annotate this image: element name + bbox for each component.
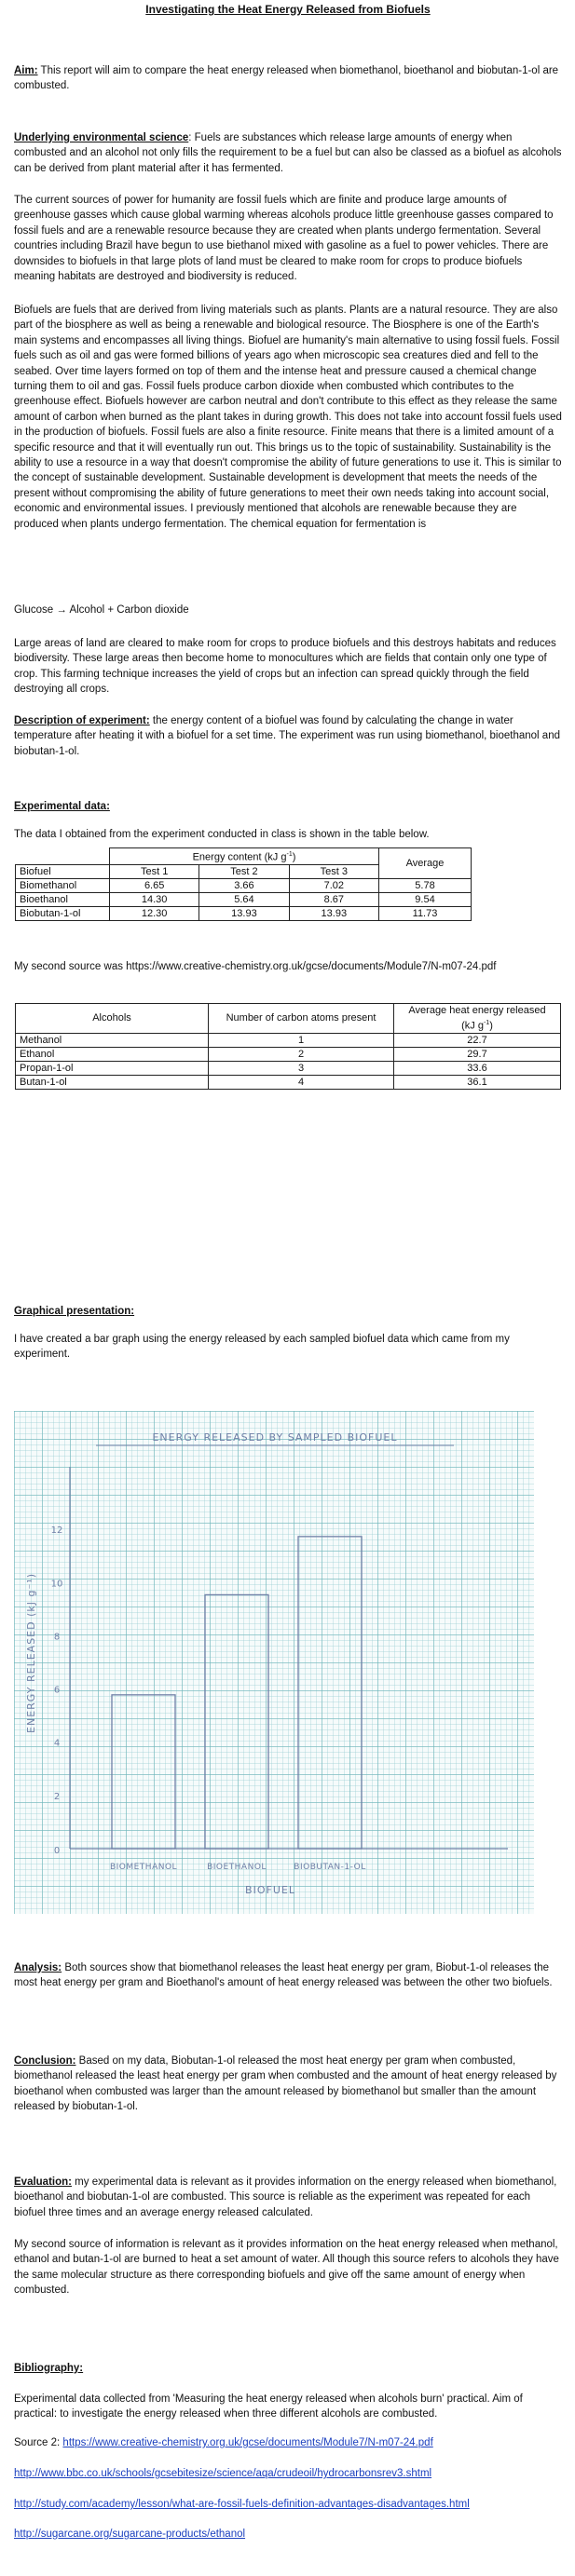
- x-tick-label: BIOETHANOL: [207, 1863, 267, 1872]
- analysis-text: Both sources show that biomethanol releases the least heat energy per gram, Biobut-1-ol releases the most heat energy per gram and Bioethanol's amount of heat energy released was between the other two biofuels.: [14, 1962, 553, 1989]
- bibliography-p1: Experimental data collected from 'Measuring the heat energy released when alcohols burn' practical. Aim of practical: to investigate the energy released when three different alcohols are combusted.: [14, 2393, 523, 2420]
- y-tick-label: 10: [50, 1579, 63, 1590]
- bar-graph: [14, 1411, 534, 1914]
- document-page: [14, 0, 562, 2540]
- background-p2: The current sources of power for humanity are fossil fuels which are finite and produce large amounts of greenhouse gasses which cause global warming whereas alcohols produce little greenhouse gasses compared to fossil fuels and are a renewable resource because they are created when plants undergo fermentation. Several countries including Brazil have begun to use biethanol mixed with gasoline as a fuel to power vehicles. There are downsides to biofuels in that large plots of land must be cleared to make room for crops to produce biofuels meaning habitats are destroyed and biodiversity is reduced.: [14, 195, 554, 283]
- bar: [205, 1594, 268, 1849]
- table-row: Biobutan-1-ol 12.30 13.93 13.93 11.73: [16, 906, 472, 920]
- table-row: Methanol 1 22.7: [16, 1033, 561, 1047]
- col-biofuel: Biofuel: [16, 864, 110, 878]
- aim-section: [14, 63, 562, 94]
- evaluation-section: [14, 2175, 562, 2220]
- background-section: [14, 130, 562, 176]
- conclusion-heading: Conclusion:: [14, 2055, 76, 2067]
- source2-line: My second source was https://www.creative-chemistry.org.uk/gcse/documents/Module7/N-m07-24.pdf: [14, 961, 497, 972]
- evaluation-heading: Evaluation:: [14, 2176, 72, 2188]
- x-axis-title: BIOFUEL: [245, 1884, 295, 1896]
- conclusion-text: Based on my data, Biobutan-1-ol released the most heat energy per gram when combusted, biomethanol released the least heat energy per gram when combusted and the amount of heat energy released by bioethanol when combusted was larger than the amount released by biomethanol but smaller than the amount released by biobutan-1-ol.: [14, 2055, 557, 2113]
- bibliography-link-2: [14, 2466, 562, 2481]
- table-alcohol-energy: [15, 1003, 563, 1090]
- bibliography-link-4: [14, 2527, 562, 2542]
- background-p3: Biofuels are fuels that are derived from living materials such as plants. Plants are a natural resource. They are also part of the biosphere as well as being a renewable and biological resource. The Biosphere is one of the Earth's main systems and encompasses all living things. Biofuel are humanity's main alternative to using fossil fuels. Fossil fuels such as oil and gas were formed billions of years ago when microscopic sea creatures died and fell to the seabed. Over time layers formed on top of them and the intense heat and pressure caused a chemical change turning them to oil and gas. Fossil fuels produce carbon dioxide when combusted which contributes to the greenhouse effect. Biofuels however are carbon neutral and don't contribute to this effect as they release the same amount of carbon when burned as the plant takes in during growth. This does not take into account fossil fuels used in the production of biofuels. Fossil fuels are also a finite resource. Finite means that there is a limited amount of a specific resource and that it will eventually run out. This brings us to the topic of sustainability. Sustainability is the ability to use a resource in a way that doesn't compromise the ability of future generations to use it. This is similar to the concept of sustainable development. Sustainable development is development that meets the needs of the present without compromising the ability of future generations to meet their own needs taking into account social, economic and environmental issues. I previously mentioned that alcohols are renewable because they are produced when plants undergo fermentation. The chemical equation for fermentation is: [14, 305, 562, 530]
- bib-link[interactable]: https://www.creative-chemistry.org.uk/gcse/documents/Module7/N-m07-24.pdf: [62, 2437, 433, 2448]
- conclusion-section: [14, 2054, 562, 2115]
- y-tick-label: 2: [53, 1791, 61, 1802]
- average-header: Average: [379, 848, 472, 879]
- bibliography-heading: Bibliography:: [14, 2363, 84, 2374]
- y-axis-title: ENERGY RELEASED (kJ g⁻¹): [25, 1573, 37, 1733]
- data-intro: The data I obtained from the experiment conducted in class is shown in the table below.: [14, 829, 430, 840]
- data-heading: Experimental data:: [14, 801, 110, 812]
- experiment-heading: Description of experiment:: [14, 715, 150, 726]
- aim-text: This report will aim to compare the heat energy released when biomethanol, bioethanol and biobutan-1-ol are combusted.: [14, 65, 559, 92]
- x-tick-label: BIOBUTAN-1-OL: [294, 1863, 366, 1872]
- table-row: Bioethanol 14.30 5.64 8.67 9.54: [16, 892, 472, 906]
- bar: [298, 1537, 362, 1849]
- evaluation-p2: My second source of information is relevant as it provides information on the heat energy released when methanol, ethanol and butan-1-ol are burned to heat a set amount of water. All though this source refers to alcohols they have the same molecular structure as there corresponding biofuels and give off the same amount of energy when combusted.: [14, 2239, 559, 2297]
- bib-link[interactable]: http://www.bbc.co.uk/schools/gcsebitesize/science/aqa/crudeoil/hydrocarbonsrev3.shtml: [14, 2468, 432, 2479]
- energy-content-header: Energy content (kJ $g^{-1}$): [110, 848, 379, 865]
- chart-title: ENERGY RELEASED BY SAMPLED BIOFUEL: [152, 1431, 398, 1444]
- background-heading: Underlying environmental science: [14, 132, 189, 143]
- experiment-text: the energy content of a biofuel was found by calculating the change in water temperature after heating it with a biofuel for a set time. The experiment was run using biomethanol, bioethanol and biobutan-1-ol.: [14, 715, 560, 757]
- x-tick-label: BIOMETHANOL: [109, 1863, 178, 1872]
- background-p4: Large areas of land are cleared to make room for crops to produce biofuels and this destroys habitats and reduces biodiversity. These large areas then become home to monocultures which are fields that contain only one type of crop. This farming technique increases the yield of crops but an infection can spread quickly through the field destroying all crops.: [14, 638, 556, 696]
- y-tick-label: 8: [53, 1632, 61, 1643]
- fermentation-equation: Glucose → Alcohol + Carbon dioxide: [14, 604, 189, 616]
- graph-heading: Graphical presentation:: [14, 1306, 135, 1317]
- analysis-section: [14, 1960, 562, 1991]
- bib-link[interactable]: http://sugarcane.org/sugarcane-products/ethanol: [14, 2529, 246, 2540]
- y-tick-label: 4: [53, 1738, 61, 1749]
- bibliography-link-3: [14, 2497, 562, 2512]
- bar: [112, 1695, 175, 1849]
- table-row: Propan-1-ol 3 33.6: [16, 1061, 561, 1075]
- col-carbon-atoms: Number of carbon atoms present: [209, 1004, 394, 1034]
- col-avg-heat: Average heat energy released (kJ $g^{-1}$): [394, 1004, 561, 1034]
- bibliography-source2: Source 2: https://www.creative-chemistry.org.uk/gcse/documents/Module7/N-m07-24.pdf: [14, 2437, 433, 2448]
- table-row: Biomethanol 6.65 3.66 7.02 5.78: [16, 878, 472, 892]
- document-title: Investigating the Heat Energy Released from Biofuels: [145, 3, 431, 16]
- table-biofuel-energy: [15, 847, 563, 921]
- y-origin-label: 0: [53, 1846, 61, 1856]
- background-p1: : Fuels are substances which release large amounts of energy when combusted and an alcohol not only fills the requirement to be a fuel but can also be classed as a biofuel as alcohols can be derived from plant material after it has fermented.: [14, 132, 562, 174]
- experiment-section: [14, 713, 562, 759]
- bar-chart-svg: [14, 1411, 534, 1914]
- bib-link[interactable]: http://study.com/academy/lesson/what-are-fossil-fuels-definition-advantages-disadvantages.html: [14, 2499, 470, 2510]
- analysis-heading: Analysis:: [14, 1962, 62, 1973]
- col-alcohols: Alcohols: [16, 1004, 209, 1034]
- evaluation-p1: my experimental data is relevant as it provides information on the energy released when biomethanol, bioethanol and biobutan-1-ol are combusted. This source is reliable as the experiment was repeated for each biofuel three times and an average energy released calculated.: [14, 2176, 557, 2218]
- table-row: Butan-1-ol 4 36.1: [16, 1075, 561, 1089]
- table-row: Ethanol 2 29.7: [16, 1047, 561, 1061]
- graph-intro: I have created a bar graph using the energy released by each sampled biofuel data which came from my experiment.: [14, 1334, 510, 1361]
- col-test1: Test 1: [110, 864, 199, 878]
- col-test3: Test 3: [289, 864, 378, 878]
- col-test2: Test 2: [199, 864, 289, 878]
- y-tick-label: 6: [53, 1685, 61, 1696]
- y-tick-label: 12: [50, 1525, 63, 1537]
- aim-heading: Aim:: [14, 65, 38, 76]
